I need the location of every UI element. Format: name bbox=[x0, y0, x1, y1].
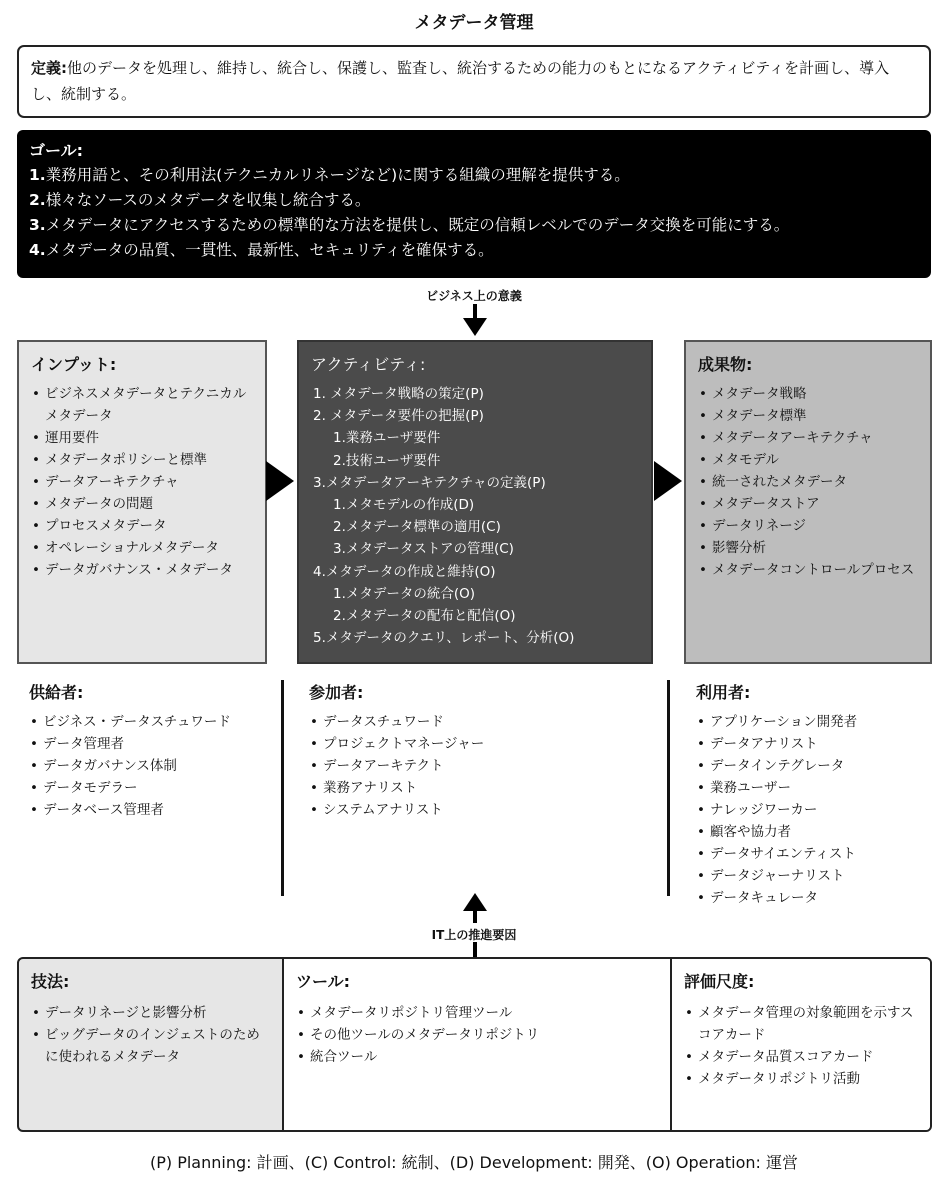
outputs-list bbox=[698, 383, 918, 581]
it-drivers-label: IT上の推進要因 bbox=[431, 928, 517, 942]
list-item: • メタデータアーキテクチャ bbox=[698, 427, 918, 449]
list-item: • データリネージと影響分析 bbox=[31, 1002, 272, 1024]
activity-item: 2. メタデータ要件の把握(P) bbox=[313, 408, 484, 425]
list-item: • データキュレータ bbox=[696, 887, 920, 909]
definition-label: 定義: bbox=[31, 59, 67, 77]
list-item: • データベース管理者 bbox=[29, 799, 255, 821]
list-item: • データインテグレータ bbox=[696, 755, 920, 777]
activity-subitem: 1.メタデータの統合(O) bbox=[333, 585, 476, 602]
definition-box bbox=[17, 45, 931, 118]
legend: (P) Planning: 計画、(C) Control: 統制、(D) Development: 開発、(O) Operation: 運営 bbox=[149, 1153, 799, 1172]
goal-item bbox=[29, 213, 919, 238]
list-item: • メタデータコントロールプロセス bbox=[698, 559, 918, 581]
outputs-panel bbox=[684, 340, 932, 664]
list-item: • 影響分析 bbox=[698, 537, 918, 559]
consumers-title: 利用者: bbox=[696, 683, 751, 702]
list-item: • メタデータ品質スコアカード bbox=[684, 1046, 920, 1068]
activities-list bbox=[311, 383, 639, 649]
list-item: • ビジネスメタデータとテクニカルメタデータ bbox=[31, 383, 253, 427]
list-item: • その他ツールのメタデータリポジトリ bbox=[296, 1024, 658, 1046]
list-item: • ビジネス・データスチュワード bbox=[29, 711, 255, 733]
list-item: • データリネージ bbox=[698, 515, 918, 537]
activity-subitem: 1.業務ユーザ要件 bbox=[333, 430, 441, 447]
goal-item bbox=[29, 163, 919, 188]
tools-list bbox=[296, 1002, 658, 1068]
consumers-section bbox=[684, 680, 932, 909]
goals-label: ゴール: bbox=[29, 141, 84, 160]
list-item: • データ管理者 bbox=[29, 733, 255, 755]
activity-subitem: 1.メタモデルの作成(D) bbox=[333, 497, 475, 514]
list-item: • メタモデル bbox=[698, 449, 918, 471]
goal-text: 様々なソースのメタデータを収集し統合する。 bbox=[45, 191, 371, 209]
goals-box bbox=[17, 130, 931, 278]
list-item: • データアナリスト bbox=[696, 733, 920, 755]
list-item: • ビッグデータのインジェストのために使われるメタデータ bbox=[31, 1024, 272, 1068]
tools-title: ツール: bbox=[296, 972, 351, 991]
goal-text: メタデータにアクセスするための標準的な方法を提供し、既定の信頼レベルでのデータ交換を可能にする。 bbox=[45, 216, 790, 234]
techniques-section bbox=[19, 959, 284, 1130]
flow-arrow-icon bbox=[266, 461, 294, 501]
bottom-box bbox=[17, 957, 932, 1132]
participants-title: 参加者: bbox=[309, 683, 364, 702]
techniques-list bbox=[31, 1002, 272, 1068]
flow-arrow-icon bbox=[654, 461, 682, 501]
goal-number: 2. bbox=[29, 191, 46, 209]
list-item: • オペレーショナルメタデータ bbox=[31, 537, 253, 559]
suppliers-list bbox=[29, 711, 255, 821]
activity-item: 5.メタデータのクエリ、レポート、分析(O) bbox=[313, 630, 575, 647]
it-arrow-shaft bbox=[473, 909, 477, 923]
inputs-title: インプット: bbox=[31, 355, 117, 374]
list-item: • システムアナリスト bbox=[309, 799, 641, 821]
list-item: • プロジェクトマネージャー bbox=[309, 733, 641, 755]
list-item: • ナレッジワーカー bbox=[696, 799, 920, 821]
list-item: • アプリケーション開発者 bbox=[696, 711, 920, 733]
column-divider bbox=[667, 680, 670, 896]
list-item: • メタデータポリシーと標準 bbox=[31, 449, 253, 471]
inputs-list bbox=[31, 383, 253, 581]
list-item: • データアーキテクチャ bbox=[31, 471, 253, 493]
list-item: • メタデータ管理の対象範囲を示すスコアカード bbox=[684, 1002, 920, 1046]
list-item: • メタデータ戦略 bbox=[698, 383, 918, 405]
goal-number: 3. bbox=[29, 216, 46, 234]
list-item: • メタデータリポジトリ管理ツール bbox=[296, 1002, 658, 1024]
goal-item bbox=[29, 188, 919, 213]
it-arrow-shaft bbox=[473, 942, 477, 957]
list-item: • メタデータストア bbox=[698, 493, 918, 515]
business-drivers-label: ビジネス上の意義 bbox=[426, 289, 522, 303]
activities-panel bbox=[297, 340, 653, 664]
list-item: • データスチュワード bbox=[309, 711, 641, 733]
list-item: • 運用要件 bbox=[31, 427, 253, 449]
goal-number: 1. bbox=[29, 166, 46, 184]
participants-section bbox=[297, 680, 653, 821]
inputs-panel bbox=[17, 340, 267, 664]
activity-subitem: 2.メタデータの配布と配信(O) bbox=[333, 608, 516, 625]
goal-text: 業務用語と、その利用法(テクニカルリネージなど)に関する組織の理解を提供する。 bbox=[45, 166, 630, 184]
activity-subitem: 2.技術ユーザ要件 bbox=[333, 452, 441, 469]
activity-subitem: 3.メタデータストアの管理(C) bbox=[333, 541, 514, 558]
list-item: • メタデータ標準 bbox=[698, 405, 918, 427]
list-item: • データモデラー bbox=[29, 777, 255, 799]
techniques-title: 技法: bbox=[31, 972, 70, 991]
metrics-list bbox=[684, 1002, 920, 1090]
list-item: • データガバナンス体制 bbox=[29, 755, 255, 777]
list-item: • 業務ユーザー bbox=[696, 777, 920, 799]
list-item: • メタデータリポジトリ活動 bbox=[684, 1068, 920, 1090]
list-item: • プロセスメタデータ bbox=[31, 515, 253, 537]
column-divider bbox=[281, 680, 284, 896]
outputs-title: 成果物: bbox=[698, 355, 753, 374]
list-item: • 顧客や協力者 bbox=[696, 821, 920, 843]
consumers-list bbox=[696, 711, 920, 909]
list-item: • データガバナンス・メタデータ bbox=[31, 559, 253, 581]
list-item: • データサイエンティスト bbox=[696, 843, 920, 865]
list-item: • 統合ツール bbox=[296, 1046, 658, 1068]
list-item: • データアーキテクト bbox=[309, 755, 641, 777]
list-item: • 業務アナリスト bbox=[309, 777, 641, 799]
list-item: • 統一されたメタデータ bbox=[698, 471, 918, 493]
suppliers-title: 供給者: bbox=[29, 683, 84, 702]
diagram-title: メタデータ管理 bbox=[414, 13, 534, 33]
participants-list bbox=[309, 711, 641, 821]
definition-text: 他のデータを処理し、維持し、統合し、保護し、監査し、統治するための能力のもとになるアクティビティを計画し、導入し、統制する。 bbox=[31, 59, 890, 103]
activity-item: 1. メタデータ戦略の策定(P) bbox=[313, 386, 484, 402]
business-arrow-head-icon bbox=[463, 318, 487, 336]
suppliers-section bbox=[17, 680, 267, 821]
activity-item: 3.メタデータアーキテクチャの定義(P) bbox=[313, 474, 546, 491]
activity-item: 4.メタデータの作成と維持(O) bbox=[313, 563, 496, 580]
activity-subitem: 2.メタデータ標準の適用(C) bbox=[333, 519, 501, 536]
list-item: • メタデータの問題 bbox=[31, 493, 253, 515]
metrics-section bbox=[672, 959, 932, 1130]
activities-title: アクティビティ: bbox=[311, 355, 426, 374]
tools-section bbox=[282, 959, 672, 1130]
list-item: • データジャーナリスト bbox=[696, 865, 920, 887]
goal-item bbox=[29, 238, 919, 263]
goal-text: メタデータの品質、一貫性、最新性、セキュリティを確保する。 bbox=[45, 241, 494, 259]
goal-number: 4. bbox=[29, 241, 46, 259]
metrics-title: 評価尺度: bbox=[684, 972, 755, 991]
